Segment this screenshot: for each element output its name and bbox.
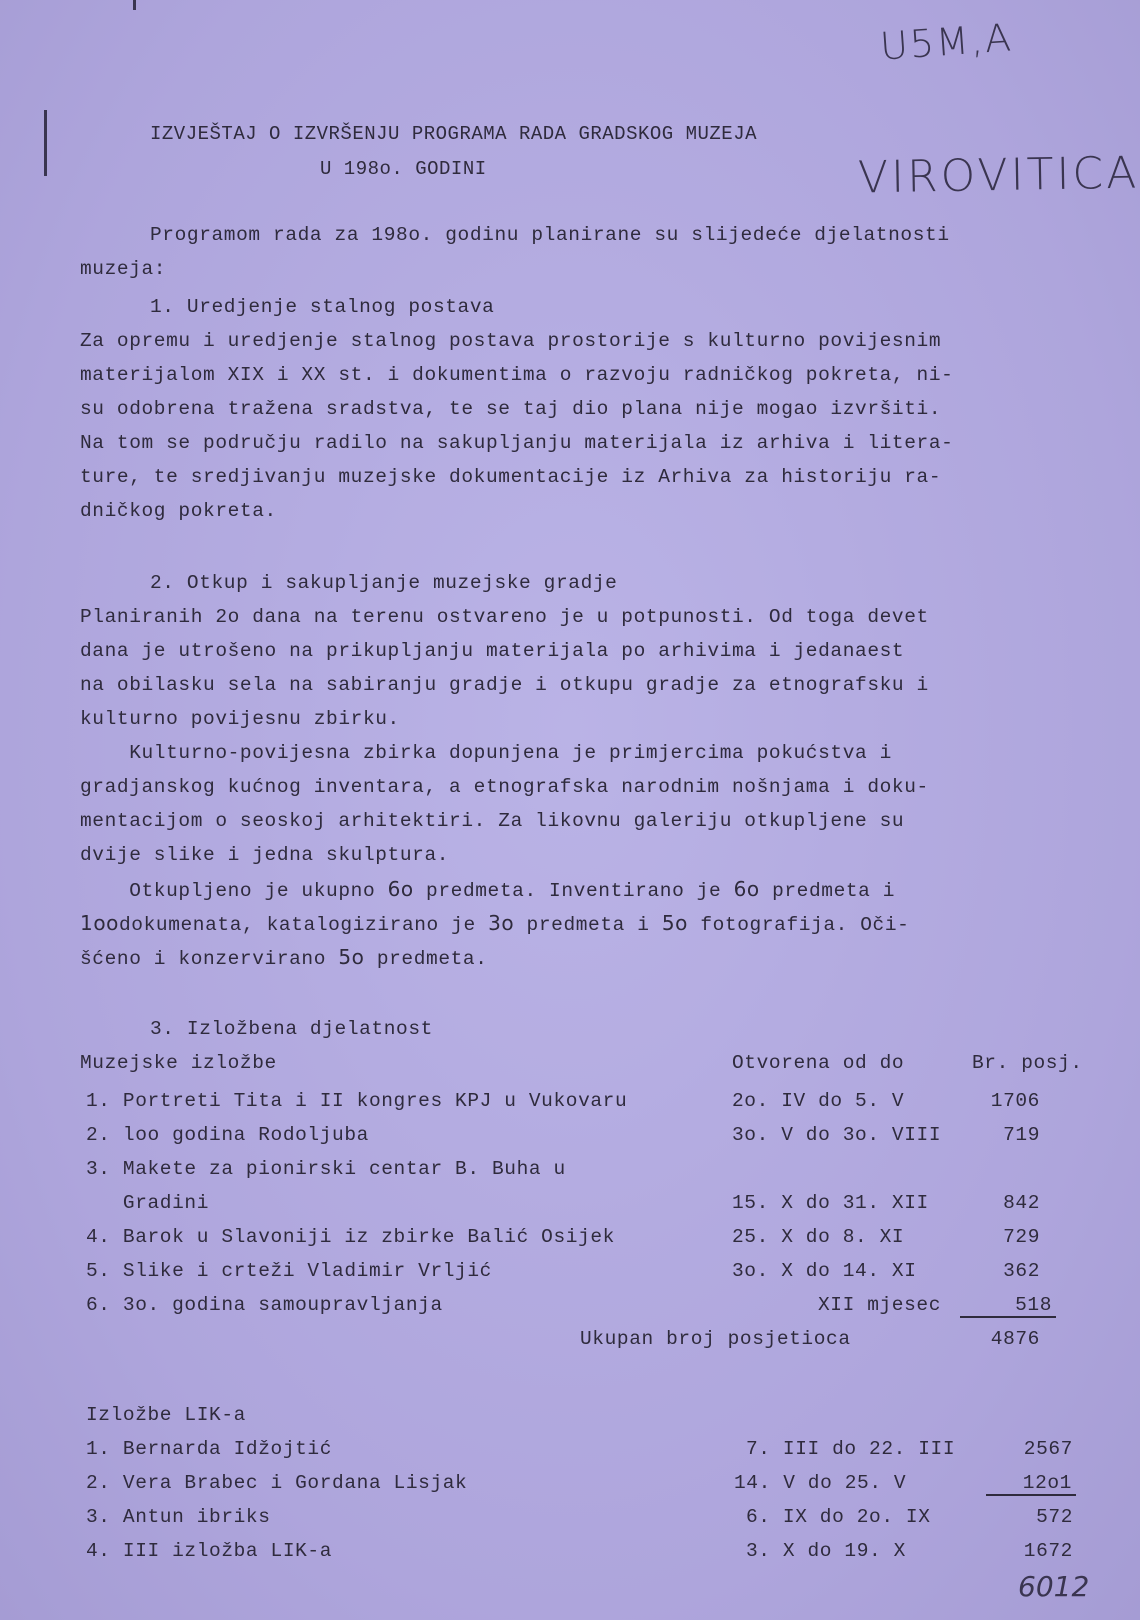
exhibition-name: 3. Makete za pionirski centar B. Buha u xyxy=(86,1158,566,1180)
stats-text: predmeta. Inventirano je xyxy=(413,880,734,902)
section2-stats-line-1 xyxy=(80,872,895,908)
exhibition-name: 1. Portreti Tita i II kongres KPJ u Vukovaru xyxy=(86,1090,628,1112)
document-title xyxy=(150,117,910,187)
column-header-visitors: Br. posj. xyxy=(972,1052,1083,1074)
intro-line-2: muzeja: xyxy=(80,258,167,280)
exhibition-name: 5. Slike i crteži Vladimir Vrljić xyxy=(86,1260,492,1282)
lik-exhibition-name: 2. Vera Brabec i Gordana Lisjak xyxy=(86,1472,468,1494)
section2-line: dana je utrošeno na prikupljanju materijala po arhivima i jedanaest xyxy=(80,640,905,662)
section2-line: Kulturno-povijesna zbirka dopunjena je primjercima pokućstva i xyxy=(80,742,892,764)
lik-exhibition-name: 4. III izložba LIK-a xyxy=(86,1540,333,1562)
handwritten-number: 6o xyxy=(387,877,414,901)
exhibition-name: 4. Barok u Slavoniji iz zbirke Balić Osijek xyxy=(86,1226,615,1248)
exhibition-visitors: 1706 xyxy=(990,1090,1040,1112)
section2-line: na obilasku sela na sabiranju gradje i otkupu gradje za etnografsku i xyxy=(80,674,929,696)
lik-exhibition-name: 1. Bernarda Idžojtić xyxy=(86,1438,333,1460)
handwritten-number: 3o xyxy=(488,911,515,935)
section1-line: su odobrena tražena sradstva, te se taj dio plana nije mogao izvršiti. xyxy=(80,398,942,420)
exhibition-dates: 2o. IV do 5. V xyxy=(732,1090,905,1112)
stats-text: šćeno i konzervirano xyxy=(80,948,339,970)
section2-line: Planiranih 2o dana na terenu ostvareno je u potpunosti. Od toga devet xyxy=(80,606,929,628)
stats-text: Otkupljeno je ukupno xyxy=(80,880,388,902)
handwritten-number: 1oo xyxy=(80,911,119,935)
exhibition-name: 2. loo godina Rodoljuba xyxy=(86,1124,369,1146)
exhibition-visitors: 729 xyxy=(1003,1226,1040,1248)
stats-text: dokumenata, katalogizirano je xyxy=(119,914,489,936)
title-line-2: U 198o. GODINI xyxy=(320,158,487,180)
section1-line: Na tom se području radilo na sakupljanju materijala iz arhiva i litera- xyxy=(80,432,954,454)
title-line-1: IZVJEŠTAJ O IZVRŠENJU PROGRAMA RADA GRADSKOG MUZEJA xyxy=(150,123,757,145)
stats-text: predmeta i xyxy=(514,914,662,936)
exhibition-visitors: 719 xyxy=(1003,1124,1040,1146)
exhibition-visitors: 362 xyxy=(1003,1260,1040,1282)
museum-exhibitions-heading: Muzejske izložbe xyxy=(80,1052,277,1074)
section2-stats-line-2 xyxy=(80,906,909,942)
handwritten-number: 5o xyxy=(338,945,365,969)
margin-mark xyxy=(44,110,47,176)
exhibition-dates: 15. X do 31. XII xyxy=(732,1192,929,1214)
lik-exhibition-visitors: 2567 xyxy=(1023,1438,1073,1460)
lik-exhibitions-heading: Izložbe LIK-a xyxy=(86,1404,246,1426)
exhibition-name: 6. 3o. godina samoupravljanja xyxy=(86,1294,443,1316)
lik-exhibition-dates: 6. IX do 2o. IX xyxy=(746,1506,931,1528)
section1-line: materijalom XIX i XX st. i dokumentima o razvoju radničkog pokreta, ni- xyxy=(80,364,954,386)
ink-mark xyxy=(133,0,136,10)
section2-line: gradjanskog kućnog inventara, a etnografska narodnim nošnjama i doku- xyxy=(80,776,929,798)
lik-exhibition-dates: 3. X do 19. X xyxy=(746,1540,906,1562)
handwritten-city: VIROVITICA xyxy=(857,147,1140,204)
handwritten-number: 5o xyxy=(661,911,689,935)
section2-line: kulturno povijesnu zbirku. xyxy=(80,708,400,730)
intro-line-1: Programom rada za 198o. godinu planirane su slijedeće djelatnosti xyxy=(150,224,950,246)
handwritten-total: 6012 xyxy=(1018,1570,1090,1603)
stats-text: predmeta i xyxy=(759,880,896,902)
column-header-dates: Otvorena od do xyxy=(732,1052,905,1074)
exhibition-dates: XII mjesec xyxy=(818,1294,942,1316)
section1-line: dničkog pokreta. xyxy=(80,500,277,522)
exhibition-visitors: 842 xyxy=(1003,1192,1040,1214)
lik-exhibition-visitors: 572 xyxy=(1036,1506,1073,1528)
exhibition-dates: 3o. X do 14. XI xyxy=(732,1260,917,1282)
lik-exhibition-visitors: 1672 xyxy=(1023,1540,1073,1562)
lik-exhibition-name: 3. Antun ibriks xyxy=(86,1506,271,1528)
lik-exhibition-visitors: 12o1 xyxy=(986,1472,1076,1496)
exhibition-name: Gradini xyxy=(86,1192,210,1214)
stats-text: fotografija. Oči- xyxy=(688,914,910,936)
section2-line: dvije slike i jedna skulptura. xyxy=(80,844,450,866)
section2-stats-line-3 xyxy=(80,940,488,976)
exhibition-dates: 3o. V do 3o. VIII xyxy=(732,1124,942,1146)
section2-line: mentacijom o seoskoj arhitektiri. Za likovnu galeriju otkupljene su xyxy=(80,810,905,832)
section1-heading: 1. Uredjenje stalnog postava xyxy=(150,296,495,318)
section2-heading: 2. Otkup i sakupljanje muzejske gradje xyxy=(150,572,618,594)
section1-line: Za opremu i uredjenje stalnog postava prostorije s kulturno povijesnim xyxy=(80,330,942,352)
total-visitors-value: 4876 xyxy=(990,1328,1040,1350)
total-visitors-label: Ukupan broj posjetioca xyxy=(580,1328,851,1350)
lik-exhibition-dates: 7. III do 22. III xyxy=(746,1438,956,1460)
lik-exhibition-dates: 14. V do 25. V xyxy=(734,1472,907,1494)
stats-text: predmeta. xyxy=(364,948,488,970)
handwritten-code: U5M,A xyxy=(878,15,1015,69)
section3-heading: 3. Izložbena djelatnost xyxy=(150,1018,433,1040)
exhibition-dates: 25. X do 8. XI xyxy=(732,1226,905,1248)
handwritten-number: 6o xyxy=(733,877,760,901)
exhibition-visitors: 518 xyxy=(960,1294,1056,1318)
section1-line: ture, te sredjivanju muzejske dokumentacije iz Arhiva za historiju ra- xyxy=(80,466,942,488)
